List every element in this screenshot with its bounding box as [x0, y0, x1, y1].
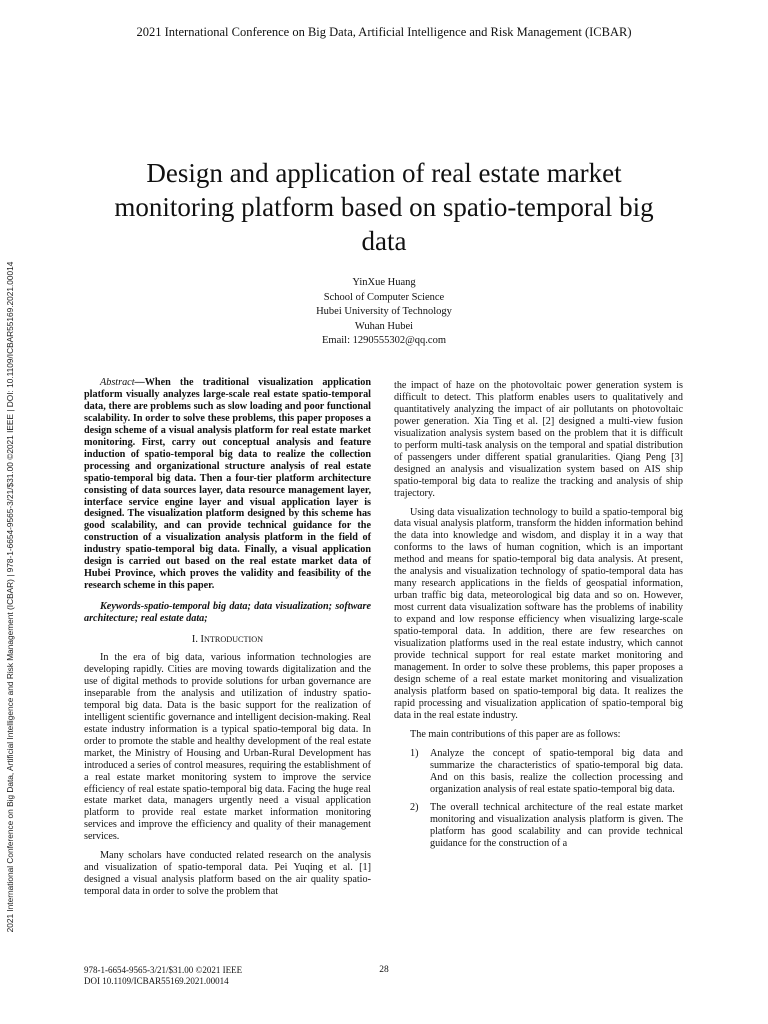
author-block [0, 276, 768, 349]
author-name: YinXue Huang [352, 277, 416, 288]
keywords: Keywords-spatio-temporal big data; data visualization; software architecture; real estate data; [84, 601, 371, 625]
contribution-number: 1) [410, 747, 419, 759]
intro-paragraph-2: Many scholars have conducted related research on the analysis and visualization of spatio-temporal data. Pei Yuqing et al. [1] designed a visual analysis platform based on the air quality spatio-temporal data in order to solve the problem that [84, 850, 371, 898]
section-heading-numeral: I. I [191, 634, 204, 646]
right-paragraph-2: Using data visualization technology to build a spatio-temporal big data visual analysis platform, transform the hidden information behind the data into knowledge and wisdom, and display it in a way that conforms to the laws of human cognition, which is an important method and means for spatio-temporal big data analysis. At present, the analysis and visualization technology of spatio-temporal data has many research applications in the fields of geospatial information, urban traffic big data, meteorological big data and so on. However, most current data visualization software has the problems of inability to expand and low response efficiency when visualizing large-scale spatio-temporal data. In addition, there are few researches on visualization platforms used in the real estate industry, which cannot provide technical support for real estate market monitoring and management. In order to solve these problems, this paper proposes a design scheme of a real estate market monitoring and visualization analysis platform based on spatio-temporal big data. It realizes the rapid processing and visualization application of spatio-temporal big data in the real estate industry. [394, 506, 683, 721]
conference-header: 2021 International Conference on Big Data, Artificial Intelligence and Risk Management (ICBAR) [136, 25, 632, 39]
author-city: Wuhan Hubei [354, 320, 414, 332]
contribution-item [394, 748, 683, 796]
section-heading-introduction [84, 634, 371, 646]
paper-title: Design and application of real estate market monitoring platform based on spatio-temporal big data [114, 158, 654, 256]
right-column [394, 380, 683, 857]
footer-doi: DOI 10.1109/ICBAR55169.2021.00014 [84, 976, 229, 986]
author-university: Hubei University of Technology [316, 306, 452, 318]
abstract-text: When the traditional visualization application platform visually analyzes large-scale real estate spatio-temporal data, there are problems such as slow loading and poor functional scalability. In order to solve these problems, this paper proposes a design scheme of a visual analysis platform for real estate market monitoring. First, carry out conceptual analysis and feature induction of spatio-temporal big data to realize the collection processing and organizational structure analysis of real estate spatio-temporal big data. Then a four-tier platform architecture consisting of data sources layer, data resource management layer, interface service engine layer and visual application layer is designed. The visualization platform designed by this scheme has good scalability, and can provide technical guidance for the construction of a visualization analysis platform in the field of industry spatio-temporal big data. Finally, a visual application design is carried out based on the real estate market data of Hubei Province, which proves the validity and feasibility of the research scheme in this paper. [84, 377, 371, 592]
left-column [84, 377, 371, 898]
contribution-text: Analyze the concept of spatio-temporal big data and summarize the characteristics of spatio-temporal big data. And on this basis, realize the collection processing and organization analysis of real estate spatio-temporal big data. [430, 747, 683, 795]
footer-isbn: 978-1-6654-9565-3/21/$31.00 ©2021 IEEE [84, 965, 243, 975]
intro-paragraph-1: In the era of big data, various information technologies are developing rapidly. Cities are moving towards digitalization and the use of digital methods to provide solutions for urban governance are inseparable from the analysis and utilization of industry spatio-temporal big data. Data is the basic support for the realization of intelligent scientific governance and intelligent decision-making. Real estate industry information is a typical spatio-temporal big data. In order to promote the stable and healthy development of the real estate market, the Ministry of Housing and Urban-Rural Development has introduced a series of control measures, requiring the establishment of a real estate market monitoring system to improve the service efficiency of real estate spatio-temporal big data. Facing the huge real estate market data, managers urgently need a visual application platform to provide real estate market information monitoring services and improve the efficiency and quality of their management services. [84, 652, 371, 843]
abstract [84, 377, 371, 592]
contributions-list [394, 748, 683, 851]
section-heading-rest: NTRODUCTION [203, 635, 264, 645]
contribution-item [394, 802, 683, 850]
side-margin-text: 2021 International Conference on Big Data, Artificial Intelligence and Risk Management (ICBAR) | 978-1-6654-9565-3/21/$31.00 ©2021 IEEE | DOI: 10.1109/ICBAR55169.2021.00014 [5, 261, 15, 933]
abstract-dash: — [134, 377, 145, 388]
contribution-number: 2) [410, 802, 419, 814]
author-email: Email: 1290555302@qq.com [322, 335, 446, 347]
abstract-label: Abstract [100, 377, 135, 388]
contribution-text: The overall technical architecture of the real estate market monitoring and visualization analysis platform is given. The platform has good scalability and can provide technical guidance for the construction of a [430, 802, 683, 850]
contributions-intro: The main contributions of this paper are as follows: [410, 728, 621, 740]
author-school: School of Computer Science [323, 291, 445, 303]
page-number: 28 [379, 965, 389, 975]
right-paragraph-1: the impact of haze on the photovoltaic power generation system is difficult to detect. This platform enables users to qualitatively and quantitatively analyzing the impact of air pollutants on photovoltaic power generation. Xia Ting et al. [2] designed a multi-view fusion visualization analysis system based on the problem that it is difficult to perform multi-task analysis on the temporal and spatial distribution of passengers under different spatial granularities. Qiang Peng [3] designed an analysis and visualization system based on AIS ship spatio-temporal big data to realize the tracking and analysis of ship trajectory. [394, 380, 683, 499]
